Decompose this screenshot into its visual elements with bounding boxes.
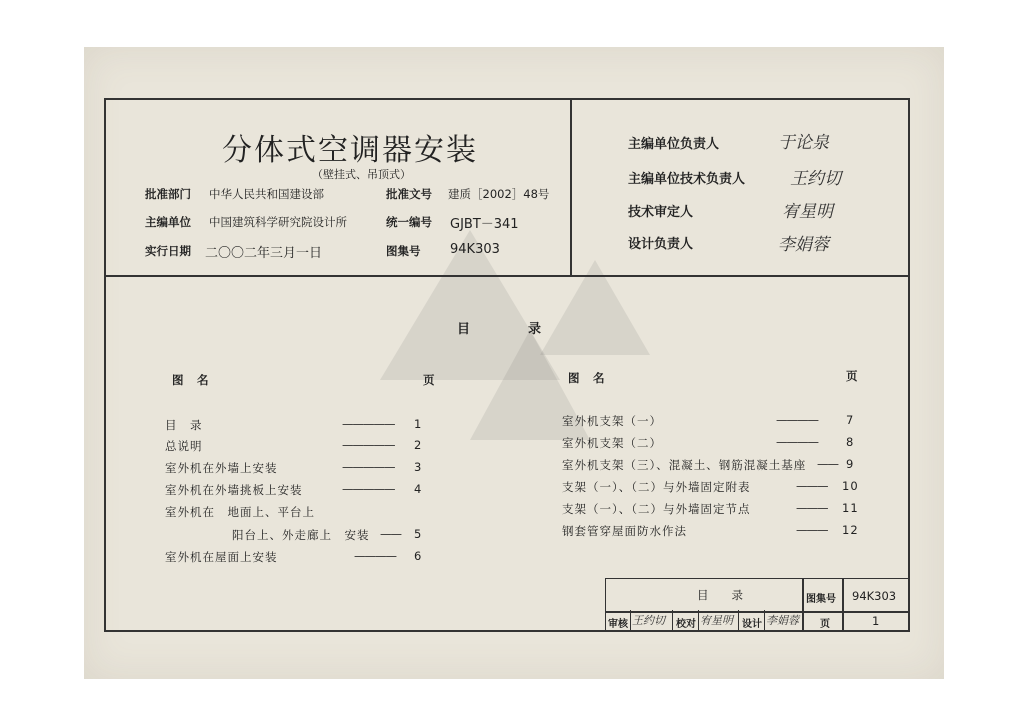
atlas-no-value: 94K303 xyxy=(450,242,500,257)
title-block-check-sign: 宥星明 xyxy=(700,614,733,627)
toc-left-item-dashes: —— xyxy=(380,527,401,541)
toc-left-col-name: 图 名 xyxy=(172,373,210,387)
toc-left-col-page: 页 xyxy=(423,373,436,387)
toc-right-item-name: 支架（一）、（二）与外墙固定节点 xyxy=(562,502,751,516)
toc-left-item-dashes: ————— xyxy=(342,438,395,452)
editor-unit-label: 主编单位 xyxy=(145,215,191,229)
toc-left-item-dashes: ————— xyxy=(342,460,395,474)
title-block-cell-divider xyxy=(764,610,765,631)
toc-left-item-name: 目 录 xyxy=(165,418,203,432)
design-lead-role: 设计负责人 xyxy=(628,237,694,252)
title-block-cell-divider xyxy=(738,610,739,631)
toc-right-item-page: 10 xyxy=(842,479,859,493)
toc-right-item-name: 室外机支架（三）、混凝土、钢筋混凝土基座 xyxy=(562,458,807,472)
toc-right-item-page: 12 xyxy=(842,523,859,537)
title-block-sheet-name: 目 录 xyxy=(697,588,743,602)
toc-left-item-page: 6 xyxy=(414,549,423,563)
approval-dept-label: 批准部门 xyxy=(145,187,191,201)
header-divider xyxy=(104,275,910,277)
header-vertical-divider xyxy=(570,98,572,276)
toc-left-item-page: 3 xyxy=(414,460,423,474)
toc-left-item-name: 室外机在外墙挑板上安装 xyxy=(165,483,303,497)
toc-right-item-dashes: ———— xyxy=(776,413,818,427)
toc-left-item-name: 阳台上、外走廊上 安装 xyxy=(232,528,370,542)
title-block-check-label: 校对 xyxy=(676,619,696,630)
page-title: 分体式空调器安装 xyxy=(222,133,478,168)
effective-date-value: 二〇〇二年三月一日 xyxy=(205,246,323,261)
toc-right-item-dashes: ——— xyxy=(796,501,828,515)
toc-right-item-dashes: ——— xyxy=(796,523,828,537)
toc-right-item-name: 钢套管穿屋面防水作法 xyxy=(562,524,687,538)
tech-reviewer-role: 技术审定人 xyxy=(628,205,694,220)
title-block-cell-divider xyxy=(698,610,699,631)
title-block-col-divider xyxy=(842,579,844,631)
toc-left-item-page: 5 xyxy=(414,527,423,541)
toc-left-item-dashes: ———— xyxy=(354,549,396,563)
title-block-design-sign: 李娟蓉 xyxy=(766,614,799,627)
title-block-audit-label: 审核 xyxy=(608,619,628,630)
editor-unit-value: 中国建筑科学研究院设计所 xyxy=(209,215,347,229)
toc-right-item-name: 室外机支架（一） xyxy=(562,414,662,428)
tech-lead-role: 主编单位技术负责人 xyxy=(628,172,746,187)
approval-doc-value: 建质［2002］48号 xyxy=(448,187,550,201)
toc-left-item-name: 室外机在屋面上安装 xyxy=(165,550,278,564)
effective-date-label: 实行日期 xyxy=(145,244,191,258)
toc-left-item-name: 室外机在 地面上、平台上 xyxy=(165,505,315,519)
toc-right-item-name: 支架（一）、（二）与外墙固定附表 xyxy=(562,480,751,494)
toc-left-item-page: 4 xyxy=(414,482,423,496)
toc-right-col-name: 图 名 xyxy=(568,371,606,385)
toc-heading-left: 目 xyxy=(457,322,471,337)
chief-editor-signature: 于论泉 xyxy=(778,133,829,153)
unified-no-value: GJBT－341 xyxy=(450,217,519,232)
toc-right-item-page: 11 xyxy=(842,501,859,515)
toc-right-item-page: 9 xyxy=(846,457,855,471)
title-block-audit-sign: 王约切 xyxy=(632,614,665,627)
title-block-cell-divider xyxy=(672,610,673,631)
title-block-page-label: 页 xyxy=(820,619,830,630)
toc-left-item-name: 室外机在外墙上安装 xyxy=(165,461,278,475)
title-block-design-label: 设计 xyxy=(742,619,762,630)
toc-left-item-page: 2 xyxy=(414,438,423,452)
toc-right-item-dashes: ———— xyxy=(776,435,818,449)
chief-editor-role: 主编单位负责人 xyxy=(628,137,720,152)
approval-dept-value: 中华人民共和国建设部 xyxy=(209,187,324,201)
toc-right-item-dashes: ——— xyxy=(796,479,828,493)
toc-right-col-page: 页 xyxy=(846,369,859,383)
toc-right-item-page: 7 xyxy=(846,413,855,427)
design-lead-signature: 李娟蓉 xyxy=(778,235,829,255)
tech-reviewer-signature: 宥星明 xyxy=(782,202,833,222)
tech-lead-signature: 王约切 xyxy=(790,169,841,189)
toc-right-item-page: 8 xyxy=(846,435,855,449)
approval-doc-label: 批准文号 xyxy=(386,187,432,201)
title-block-atlas-label: 图集号 xyxy=(806,594,836,605)
title-block-cell-divider xyxy=(630,610,631,631)
toc-left-item-name: 总说明 xyxy=(165,439,203,453)
page-subtitle: （壁挂式、吊顶式） xyxy=(312,168,411,181)
toc-left-item-dashes: ————— xyxy=(342,417,395,431)
title-block-page-value: 1 xyxy=(872,614,880,628)
unified-no-label: 统一编号 xyxy=(386,215,432,229)
atlas-no-label: 图集号 xyxy=(386,244,421,258)
toc-heading-right: 录 xyxy=(528,322,542,337)
title-block-atlas-value: 94K303 xyxy=(852,589,897,603)
toc-left-item-dashes: ————— xyxy=(342,482,395,496)
toc-right-item-dashes: —— xyxy=(817,457,838,471)
toc-right-item-name: 室外机支架（二） xyxy=(562,436,662,450)
toc-left-item-page: 1 xyxy=(414,417,423,431)
title-block-col-divider xyxy=(802,579,804,631)
